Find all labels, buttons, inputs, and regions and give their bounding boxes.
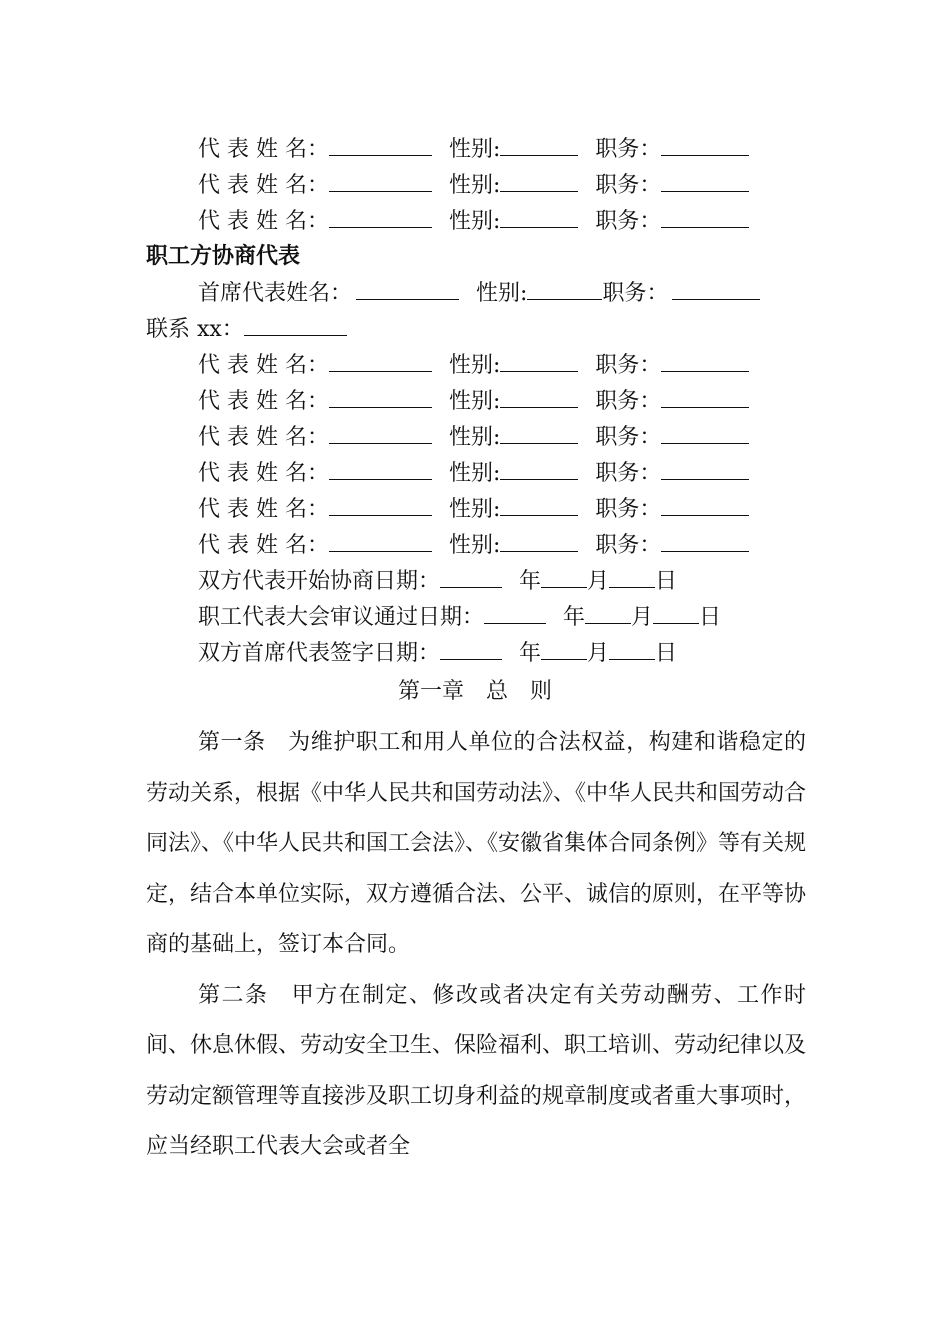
employee-section-title: 职工方协商代表 <box>146 243 301 269</box>
rep-name-label: 代 表 姓 名： <box>198 209 329 234</box>
employee-rep-row <box>198 493 749 525</box>
month-unit: 月 <box>587 641 610 666</box>
rep-name-label: 代 表 姓 名： <box>198 389 329 414</box>
duty-blank[interactable] <box>661 529 749 552</box>
gender-blank[interactable] <box>500 421 578 444</box>
rep-name-label: 代 表 姓 名： <box>198 173 329 198</box>
date-label: 双方首席代表签字日期： <box>198 641 441 666</box>
name-blank[interactable] <box>329 133 432 156</box>
day-unit: 日 <box>655 641 678 666</box>
year-unit: 年 <box>563 605 586 630</box>
article-2: 第二条 甲方在制定、修改或者决定有关劳动酬劳、工作时间、休息休假、劳动安全卫生、保险福利、职工培训、劳动纪律以及劳动定额管理等直接涉及职工切身利益的规章制度或者重大事项时，应当经职工代表大会或者全 <box>146 982 807 1159</box>
gender-blank[interactable] <box>500 493 578 516</box>
name-blank[interactable] <box>329 205 432 228</box>
rep-duty-label: 职务： <box>595 389 662 414</box>
date-label: 职工代表大会审议通过日期： <box>198 605 485 630</box>
rep-name-label: 代 表 姓 名： <box>198 461 329 486</box>
year-blank[interactable] <box>440 637 502 660</box>
rep-duty-label: 职务： <box>595 461 662 486</box>
rep-gender-label: 性别: <box>448 497 501 522</box>
name-blank[interactable] <box>329 529 432 552</box>
date-row <box>198 637 677 669</box>
gender-blank[interactable] <box>500 529 578 552</box>
rep-name-label: 代 表 姓 名： <box>198 353 329 378</box>
name-blank[interactable] <box>329 493 432 516</box>
date-label: 双方代表开始协商日期： <box>198 569 441 594</box>
year-unit: 年 <box>519 641 542 666</box>
duty-blank[interactable] <box>661 421 749 444</box>
rep-gender-label: 性别: <box>448 533 501 558</box>
day-blank[interactable] <box>653 601 699 624</box>
month-blank[interactable] <box>585 601 631 624</box>
chief-gender-blank[interactable] <box>527 277 602 300</box>
contact-blank[interactable] <box>244 313 347 336</box>
date-row <box>198 601 721 633</box>
date-row <box>198 565 677 597</box>
rep-gender-label: 性别: <box>448 389 501 414</box>
duty-blank[interactable] <box>661 205 749 228</box>
name-blank[interactable] <box>329 457 432 480</box>
rep-duty-label: 职务： <box>595 137 662 162</box>
gender-blank[interactable] <box>500 169 578 192</box>
employee-rep-row <box>198 457 749 489</box>
duty-blank[interactable] <box>661 457 749 480</box>
gender-blank[interactable] <box>500 385 578 408</box>
employee-rep-row <box>198 385 749 417</box>
rep-name-label: 代 表 姓 名： <box>198 497 329 522</box>
contact-label: 联系 xx： <box>146 317 244 342</box>
rep-duty-label: 职务： <box>595 209 662 234</box>
contact-row <box>146 313 347 345</box>
rep-name-label: 代 表 姓 名： <box>198 425 329 450</box>
employee-rep-row <box>198 349 749 381</box>
rep-duty-label: 职务： <box>595 353 662 378</box>
name-blank[interactable] <box>329 169 432 192</box>
rep-gender-label: 性别: <box>448 461 501 486</box>
rep-duty-label: 职务： <box>595 173 662 198</box>
employee-rep-row <box>198 529 749 561</box>
rep-name-label: 代 表 姓 名： <box>198 533 329 558</box>
gender-blank[interactable] <box>500 349 578 372</box>
chief-gender-label: 性别: <box>476 281 528 306</box>
gender-blank[interactable] <box>500 133 578 156</box>
rep-gender-label: 性别: <box>448 425 501 450</box>
employer-rep-row <box>198 169 749 201</box>
name-blank[interactable] <box>329 421 432 444</box>
rep-gender-label: 性别: <box>448 353 501 378</box>
employee-rep-row <box>198 421 749 453</box>
chief-name-label: 首席代表姓名： <box>198 281 353 306</box>
day-unit: 日 <box>655 569 678 594</box>
duty-blank[interactable] <box>661 169 749 192</box>
chapter-title: 第一章 总 则 <box>397 679 552 704</box>
year-unit: 年 <box>519 569 542 594</box>
name-blank[interactable] <box>329 385 432 408</box>
duty-blank[interactable] <box>661 349 749 372</box>
month-blank[interactable] <box>541 565 587 588</box>
article-1: 第一条 为维护职工和用人单位的合法权益，构建和谐稳定的劳动关系，根据《中华人民共和国劳动法》、《中华人民共和国劳动合同法》、《中华人民共和国工会法》、《安徽省集体合同条例》等有关规定，结合本单位实际，双方遵循合法、公平、诚信的原则，在平等协商的基础上，签订本合同。 <box>146 730 807 957</box>
rep-duty-label: 职务： <box>595 497 662 522</box>
rep-duty-label: 职务： <box>595 533 662 558</box>
rep-gender-label: 性别: <box>448 173 501 198</box>
rep-gender-label: 性别: <box>448 137 501 162</box>
article-body <box>146 718 806 1173</box>
gender-blank[interactable] <box>500 205 578 228</box>
month-blank[interactable] <box>541 637 587 660</box>
chief-rep-row <box>198 277 760 309</box>
rep-gender-label: 性别: <box>448 209 501 234</box>
duty-blank[interactable] <box>661 493 749 516</box>
day-blank[interactable] <box>609 637 655 660</box>
employer-rep-row <box>198 205 749 237</box>
chief-name-blank[interactable] <box>356 277 459 300</box>
year-blank[interactable] <box>484 601 546 624</box>
rep-duty-label: 职务： <box>595 425 662 450</box>
rep-name-label: 代 表 姓 名： <box>198 137 329 162</box>
chief-duty-label: 职务： <box>602 281 669 306</box>
day-unit: 日 <box>699 605 722 630</box>
month-unit: 月 <box>587 569 610 594</box>
duty-blank[interactable] <box>661 133 749 156</box>
duty-blank[interactable] <box>661 385 749 408</box>
name-blank[interactable] <box>329 349 432 372</box>
year-blank[interactable] <box>440 565 502 588</box>
employer-rep-row <box>198 133 749 165</box>
day-blank[interactable] <box>609 565 655 588</box>
chief-duty-blank[interactable] <box>672 277 760 300</box>
month-unit: 月 <box>631 605 654 630</box>
gender-blank[interactable] <box>500 457 578 480</box>
